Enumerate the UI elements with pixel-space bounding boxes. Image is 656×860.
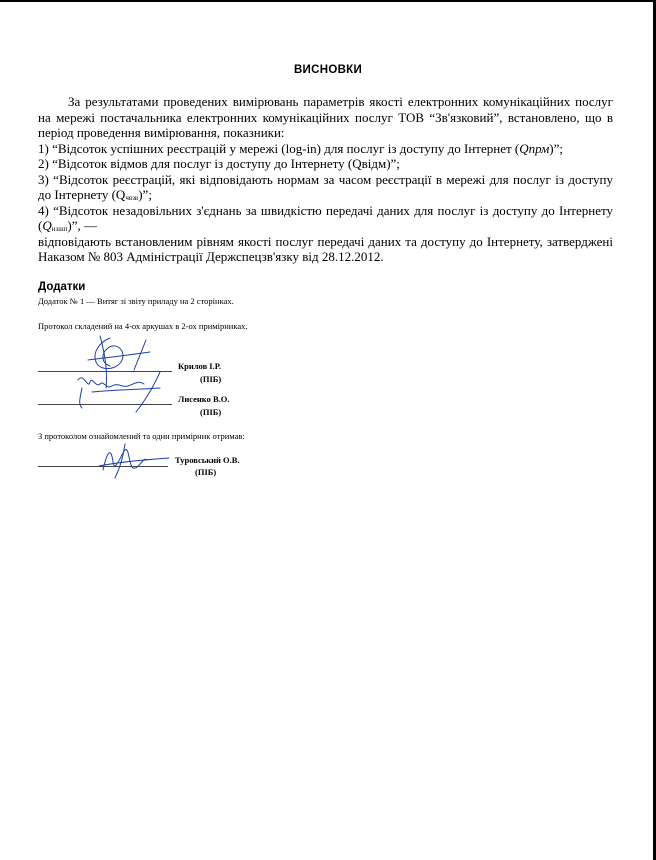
top-border-line [0,0,656,2]
indicator-item-2: 2) “Відсоток відмов для послуг із доступу до Інтернету (Qвідм)”; [38,156,400,171]
indicator-item-4: 4) “Відсоток незадовільних з'єднань за швидкістю передачі даних для послуг із доступу до Інтернету $(Q_{нзшп})$”, — [38,202,613,233]
indicator-item-1: 1) “Відсоток успішних реєстрацій у мережі (log-in) для послуг із доступу до Інтернет (Qпрм)”; [38,140,563,156]
intro-paragraph: За результатами проведених вимірювань параметрів якості електронних комунікаційних послуг на мережі постачальника електронних комунікаційних послуг ТОВ “Зв'язковий”, встановлено, що в період проведення вимірювання, показники: [38,94,613,140]
handwritten-signature-3 [95,440,185,480]
signatory-pib-1: (ПІБ) [200,374,222,384]
appendix-heading: Додатки [38,281,86,293]
indicator-item-3: 3) “Відсоток реєстрацій, які відповідають нормам за часом реєстрації в мережі для послуг із доступу до Інтернету $(Q_{чвзв})$”; [38,171,613,202]
handwritten-signature-2 [70,368,180,418]
signatory-name-1: Крилов І.Р. [178,361,221,371]
document-title: ВИСНОВКИ [293,64,363,76]
signatory-pib-2: (ПІБ) [200,407,222,417]
acknowledgement-note: З протоколом ознайомлений та один примірник отримав: [38,431,245,441]
signatory-pib-3: (ПІБ) [195,467,217,477]
conclusions-body [38,94,613,265]
signatory-name-2: Лисенко В.О. [178,394,230,404]
protocol-note: Протокол складений на 4-ох аркушах в 2-ох примірниках. [38,321,248,331]
appendix-item-1: Додаток № 1 — Витяг зі звіту приладу на 2 сторінках. [38,296,234,306]
conclusion-paragraph: відповідають встановленим рівням якості послуг передачі даних та доступу до Інтернету, затверджені Наказом № 803 Адміністрації Держспецзв'язку від 28.12.2012. [38,233,613,264]
signatory-name-3: Туровський О.В. [175,455,240,465]
